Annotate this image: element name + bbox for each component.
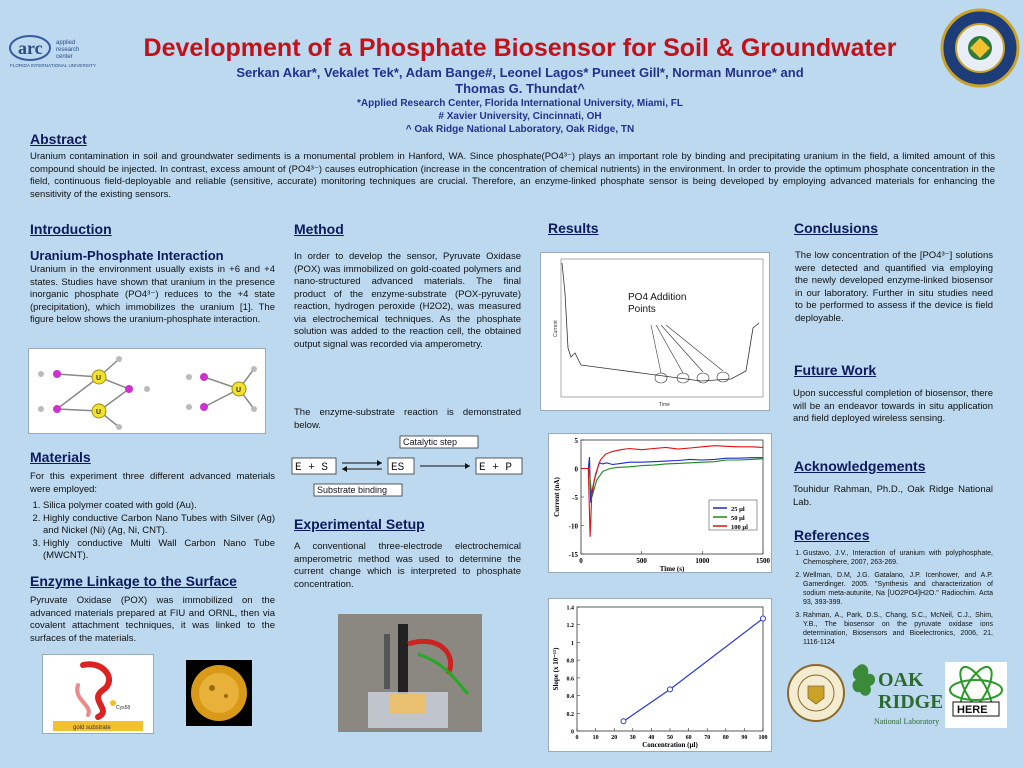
y-tick-label: 0	[574, 465, 578, 474]
svg-text:U: U	[96, 375, 102, 382]
x-tick-label: 1500	[756, 557, 770, 565]
x-tick-label: 60	[685, 735, 692, 741]
po4-annotation: PO4 Addition Points	[628, 292, 687, 315]
y-tick-label: 0.2	[566, 711, 574, 718]
conclusions-heading: Conclusions	[794, 220, 879, 236]
list-item: 3. Highly conductive Multi Wall Carbon Nano Tube (MWCNT).	[43, 538, 275, 563]
x-tick-label: 70	[704, 735, 711, 741]
svg-text:ES: ES	[391, 462, 405, 474]
references-heading: References	[794, 527, 870, 543]
slope-concentration-chart	[548, 598, 772, 752]
x-tick-label: 0	[579, 557, 583, 565]
results-heading: Results	[548, 220, 599, 236]
enzyme-text: Pyruvate Oxidase (POX) was immobilized on the advanced materials prepared at FIU and ORNL, then via covalent attachment techniques, it was linked to the surfaces of the materials.	[30, 595, 275, 644]
ack-heading: Acknowledgements	[794, 458, 926, 474]
x-tick-label: 10	[592, 735, 599, 741]
y-tick-label: 1.2	[566, 623, 574, 630]
x-tick-label: 90	[741, 735, 748, 741]
y-tick-label: 1.4	[566, 605, 574, 612]
list-item: 1. Silica polymer coated with gold (Au).	[43, 500, 275, 513]
svg-text:National Laboratory: National Laboratory	[874, 717, 940, 726]
y-tick-label: -10	[568, 522, 578, 531]
y-axis-label: Current (nA)	[553, 477, 561, 517]
plot-area	[581, 440, 763, 554]
method-text-2: The enzyme-substrate reaction is demonstrated below.	[294, 407, 521, 431]
uranium-phosphate-figure	[28, 348, 266, 434]
x-tick-label: 0	[575, 735, 579, 741]
x-axis-label: Concentration (µl)	[642, 741, 698, 749]
poster-title: Development of a Phosphate Biosensor for Soil & Groundwater	[143, 34, 897, 62]
method-heading: Method	[294, 221, 344, 237]
y-axis-label: Slope (x 10⁻¹¹)	[552, 647, 560, 691]
legend-label-3: 100 µl	[731, 524, 748, 531]
list-item: 2. Highly conductive Carbon Nano Tubes with Silver (Ag) and Nickel (Ni) (Ag, Ni, CNT).	[43, 513, 275, 538]
plot-area	[577, 607, 763, 731]
svg-text:research: research	[56, 47, 80, 53]
references-list	[793, 549, 993, 647]
svg-text:Cys58: Cys58	[116, 705, 131, 711]
enzyme-heading: Enzyme Linkage to the Surface	[30, 573, 237, 589]
y-tick-label: 5	[574, 437, 578, 445]
conclusions-text: The low concentration of the [PO4³⁻] solutions were detected and quantified via employing the newly developed enzyme-linked biosensor in our laboratory. Further in situ studies need to be performed to assess if the device is field deployable.	[795, 250, 993, 324]
svg-text:arc: arc	[18, 38, 43, 58]
svg-text:Current: Current	[553, 320, 559, 337]
y-tick-label: 0.4	[566, 694, 574, 701]
svg-text:E + P: E + P	[479, 462, 513, 474]
introduction-heading: Introduction	[30, 221, 112, 237]
setup-heading: Experimental Setup	[294, 516, 425, 532]
arc-logo	[8, 30, 100, 70]
x-tick-label: 40	[648, 735, 655, 741]
reference-item: 1. Gustavo, J.V., Interaction of uranium with polyphosphate, Chemosphere, 2007, 263-269.	[803, 549, 993, 567]
x-tick-label: 500	[636, 557, 647, 565]
data-point	[761, 616, 766, 621]
x-tick-label: 1000	[695, 557, 710, 565]
x-tick-label: 20	[611, 735, 618, 741]
future-text: Upon successful completion of biosensor, there will be an endeavor towards in situ application and field deployed wireless sensing.	[793, 388, 993, 424]
results-graph-1	[540, 252, 770, 411]
x-tick-label: 80	[722, 735, 729, 741]
enzyme-structure-image	[42, 654, 154, 734]
materials-list	[30, 500, 275, 563]
authors: Serkan Akar*, Vekalet Tek*, Adam Bange#, Leonel Lagos* Puneet Gill*, Norman Munroe* and Thomas G. Thundat^	[236, 65, 804, 96]
reaction-diagram	[290, 434, 526, 498]
svg-text:HERE: HERE	[957, 704, 988, 716]
svg-text:Catalytic step: Catalytic step	[403, 437, 458, 447]
svg-text:U: U	[236, 387, 242, 394]
y-tick-label: 0	[571, 729, 574, 736]
doe-seal	[940, 8, 1020, 88]
y-tick-label: 1	[571, 640, 574, 647]
data-point	[621, 719, 626, 724]
svg-text:Time: Time	[659, 402, 670, 408]
y-tick-label: 0.6	[566, 676, 574, 683]
svg-text:U: U	[96, 409, 102, 416]
y-tick-label: -15	[568, 551, 578, 559]
svg-text:gold substrate: gold substrate	[73, 725, 111, 731]
x-tick-label: 100	[758, 735, 768, 741]
affiliation-1: *Applied Research Center, Florida International University, Miami, FL	[356, 98, 683, 109]
future-heading: Future Work	[794, 362, 877, 378]
intro-text: Uranium in the environment usually exists in +6 and +4 states. Studies have shown that uranium in the presence inorganic phosphate (PO4³⁻) reduces to the +4 state (precipitation), which immobilizes the uranium [1]. The figure below shows the uranium-phosphate interaction.	[30, 264, 275, 325]
method-text: In order to develop the sensor, Pyruvate Oxidase (POX) was immobilized on gold-coated polymers and nano-structured advanced materials. The final product of the enzyme-substrate (POX-pyruvate) reaction, hydrogen peroxide (H2O2), was measured via electrochemical techniques. As the phosphate solution was added to the reaction cell, the obtained output signal was recorded via amperometry.	[294, 251, 521, 350]
y-tick-label: 0.8	[566, 658, 574, 665]
affiliation-3: ^ Oak Ridge National Laboratory, Oak Ridge, TN	[405, 124, 635, 135]
oak-ridge-logo	[850, 660, 942, 730]
x-axis-label: Time (s)	[659, 565, 685, 572]
svg-text:E + S: E + S	[295, 462, 329, 474]
y-tick-label: -5	[572, 494, 578, 502]
svg-text:OAK: OAK	[878, 669, 924, 691]
materials-heading: Materials	[30, 449, 91, 465]
microscope-image	[186, 660, 252, 726]
materials-text: For this experiment three different advanced materials were employed:	[30, 471, 275, 495]
legend-label-2: 50 µl	[731, 515, 745, 522]
svg-text:Substrate binding: Substrate binding	[317, 485, 388, 495]
svg-text:applied: applied	[56, 40, 76, 46]
legend-label-1: 25 µl	[731, 506, 745, 513]
ack-text: Touhidur Rahman, Ph.D., Oak Ridge National Lab.	[793, 484, 993, 508]
svg-text:RIDGE: RIDGE	[878, 691, 942, 713]
affiliation-2: # Xavier University, Cincinnati, OH	[438, 111, 602, 122]
current-time-chart	[548, 433, 772, 573]
reference-item: 3. Rahman, A., Park, D.S., Chang, S.C., McNeil, C.J., Shim, Y.B., The biosensor on the pyruvate oxidase ions determination, Biosensors and Bioelectronics, 2006, 21, 1116-1124	[803, 611, 993, 647]
intro-subheading: Uranium-Phosphate Interaction	[30, 248, 224, 263]
setup-photo	[338, 614, 482, 732]
setup-text: A conventional three-electrode electrochemical amperometric method was used to determine the current change which is interpreted to phosphate concentration.	[294, 541, 521, 590]
university-seal-logo	[786, 660, 846, 726]
data-point	[668, 687, 673, 692]
here-logo	[945, 662, 1007, 728]
x-tick-label: 50	[667, 735, 673, 741]
svg-text:FLORIDA INTERNATIONAL UNIVERSI: FLORIDA INTERNATIONAL UNIVERSITY	[10, 63, 97, 68]
abstract-text: Uranium contamination in soil and groundwater sediments is a monumental problem in Hanford, WA. Since phosphate(PO4³⁻) plays an important role by binding and precipitating uranium in the field, a limited amount of this compound should be injected. In contrast, excess amount of (PO4³⁻) causes eutrophication (increase in the concentration of chemical nutrients) in the environment. In order to provide the optimum phosphate concentration in the field, continuous field-deployable and reliable (sensitive, accurate) monitoring techniques are crucial. Therefore, an enzyme-linked phosphate sensor is being developed by employing advanced materials for enhancing the sensitivity of the existing sensors.	[30, 151, 995, 200]
abstract-heading: Abstract	[30, 131, 87, 147]
reference-item: 2. Wellman, D.M, J.G. Gatalano, J.P. Icenhower, and A.P. Gamerdinger. 2005. "Synthesis and characterization of sodium meta-autunite, Na [UO2PO4]H2O." Radiochim. Acta 93, 393-399.	[803, 571, 993, 607]
x-tick-label: 30	[629, 735, 636, 741]
svg-text:center: center	[56, 54, 73, 60]
